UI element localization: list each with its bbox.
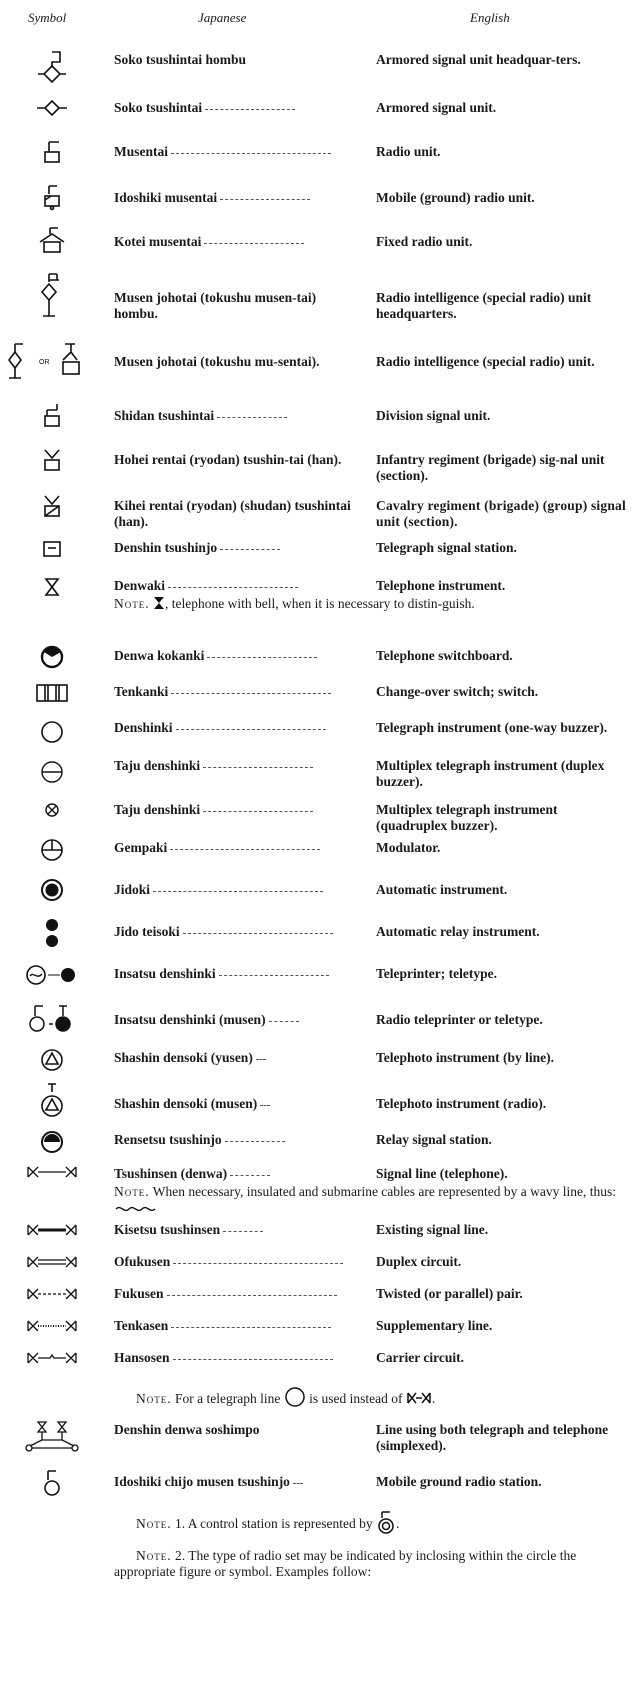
row-english: Automatic instrument. [376, 882, 508, 897]
row-japanese: Musen johotai (tokushu mu-sentai). [114, 354, 320, 369]
row-japanese [114, 1350, 354, 1366]
row-japanese [114, 1318, 354, 1334]
armored-signal-hq-icon [14, 48, 90, 90]
row-japanese-text: Kisetsu tsushinsen [114, 1222, 221, 1237]
mobile-radio-unit-icon [14, 182, 90, 212]
row-english: Infantry regiment (brigade) sig-nal unit (section). [376, 452, 605, 483]
row-japanese: Musen johotai (tokushu musen-tai) hombu. [114, 290, 317, 321]
row-english: Multiplex telegraph instrument (quadruplex buzzer). [376, 802, 558, 833]
row-japanese [114, 802, 354, 818]
telegraph-station-icon [14, 538, 90, 562]
row-japanese [114, 840, 354, 856]
row-japanese-text: Shashin densoki (yusen) [114, 1050, 253, 1065]
row-japanese [114, 144, 354, 160]
duplex-telegraph-icon [14, 758, 90, 786]
row-english: Modulator. [376, 840, 441, 855]
row-english: Teleprinter; teletype. [376, 966, 497, 981]
teleprinter-icon [14, 962, 90, 988]
row-japanese-text: Denshin tsushinjo [114, 540, 218, 555]
note-label: Note. [136, 1391, 172, 1406]
row-japanese-text: Insatsu denshinki (musen) [114, 1012, 266, 1027]
row-japanese: Soko tsushintai hombu [114, 52, 247, 67]
row-english: Duplex circuit. [376, 1254, 462, 1269]
row-japanese [114, 1474, 354, 1490]
switch-icon [14, 682, 90, 704]
header-symbol: Symbol [28, 10, 67, 25]
row-japanese [114, 1012, 354, 1028]
armored-signal-unit-icon [14, 98, 90, 118]
cavalry-signal-unit-icon [14, 492, 90, 522]
row-english: Telephoto instrument (by line). [376, 1050, 555, 1065]
row-japanese [114, 408, 354, 424]
telephone-icon [14, 576, 90, 598]
row-japanese [114, 720, 354, 736]
row-english: Existing signal line. [376, 1222, 489, 1237]
note-telephone-bell [114, 596, 624, 612]
row-japanese [114, 540, 354, 556]
circle-icon [284, 1386, 306, 1408]
twisted-pair-icon [14, 1286, 90, 1302]
row-japanese [114, 648, 354, 664]
row-japanese-text: Insatsu denshinki [114, 966, 216, 981]
note-text: When necessary, insulated and submarine cables are represented by a wavy line, thus: [152, 1184, 616, 1199]
row-english: Supplementary line. [376, 1318, 493, 1333]
row-english: Radio unit. [376, 144, 441, 159]
wavy-line-icon [114, 1204, 158, 1214]
row-japanese-text: Denshinki [114, 720, 173, 735]
row-english: Radio teleprinter or teletype. [376, 1012, 543, 1027]
row-english: Cavalry regiment (brigade) (group) signal unit (section). [376, 498, 626, 529]
telephone-bell-icon [153, 596, 165, 610]
supplementary-line-icon [14, 1318, 90, 1334]
row-japanese: Denshin denwa soshimpo [114, 1422, 260, 1437]
telephoto-radio-icon [14, 1082, 90, 1122]
radio-unit-icon [14, 138, 90, 166]
row-japanese [114, 1254, 354, 1270]
note-label: Note. [114, 1184, 150, 1199]
row-japanese [114, 1132, 354, 1148]
row-english: Signal line (telephone). [376, 1166, 508, 1181]
row-japanese: Kihei rentai (ryodan) (shudan) tsushintai (han). [114, 498, 351, 529]
row-japanese [114, 1050, 354, 1066]
row-english: Relay signal station. [376, 1132, 492, 1147]
note-telegraph-line: Note. For a telegraph line is used instead of . [136, 1386, 626, 1408]
control-station-icon [376, 1510, 396, 1536]
quadruplex-telegraph-icon [14, 798, 90, 822]
row-english: Mobile (ground) radio unit. [376, 190, 535, 205]
row-japanese-text: Jidoki [114, 882, 151, 897]
row-english: Armored signal unit. [376, 100, 497, 115]
row-japanese [114, 1286, 354, 1302]
row-japanese [114, 100, 354, 116]
row-japanese-text: Kotei musentai [114, 234, 202, 249]
radio-teleprinter-icon [14, 1002, 90, 1036]
row-japanese [114, 190, 354, 206]
note-text: 1. A control station is represented by [175, 1516, 373, 1531]
row-japanese-text: Soko tsushintai [114, 100, 203, 115]
note-label: Note. [136, 1516, 172, 1531]
note-text: 2. The type of radio set may be indicated by inclosing within the circle the appropriate figure or symbol. Examples follow: [114, 1548, 577, 1579]
note-control-station: Note. 1. A control station is represented by . [136, 1510, 626, 1536]
row-japanese-text: Shidan tsushintai [114, 408, 215, 423]
simplexed-line-icon [14, 1420, 90, 1456]
note-label: Note. [114, 596, 150, 611]
row-english: Telegraph signal station. [376, 540, 517, 555]
row-japanese-text: Taju denshinki [114, 758, 201, 773]
telephoto-line-icon [14, 1046, 90, 1074]
row-japanese [114, 924, 354, 940]
row-japanese-text: Ofukusen [114, 1254, 171, 1269]
row-japanese-text: Rensetsu tsushinjo [114, 1132, 222, 1147]
row-english: Telephone instrument. [376, 578, 506, 593]
row-japanese [114, 234, 354, 250]
carrier-circuit-icon [14, 1350, 90, 1366]
radio-intelligence-unit-icon [2, 340, 92, 384]
note-text-2: is used instead of [309, 1391, 403, 1406]
row-japanese [114, 1222, 354, 1238]
row-english: Radio intelligence (special radio) unit headquarters. [376, 290, 592, 321]
row-japanese-text: Hansosen [114, 1350, 170, 1365]
header-japanese: Japanese [198, 10, 247, 25]
note-wavy-line [114, 1184, 626, 1216]
row-english: Telephoto instrument (radio). [376, 1096, 547, 1111]
row-japanese [114, 684, 354, 700]
telegraph-instrument-icon [14, 718, 90, 746]
row-english: Automatic relay instrument. [376, 924, 540, 939]
row-english: Carrier circuit. [376, 1350, 464, 1365]
header-english: English [470, 10, 510, 25]
row-japanese [114, 882, 354, 898]
row-english: Telegraph instrument (one-way buzzer). [376, 720, 608, 735]
row-english: Division signal unit. [376, 408, 491, 423]
automatic-instrument-icon [14, 876, 90, 904]
signal-line-icon [14, 1164, 90, 1180]
row-japanese [114, 966, 354, 982]
svg-text:OR: OR [39, 359, 50, 366]
row-english: Radio intelligence (special radio) unit. [376, 354, 595, 369]
row-japanese: Hohei rentai (ryodan) tsushin-tai (han). [114, 452, 342, 467]
row-japanese-text: Denwaki [114, 578, 166, 593]
row-japanese-text: Denwa kokanki [114, 648, 205, 663]
switchboard-icon [14, 644, 90, 670]
fixed-radio-unit-icon [14, 226, 90, 256]
row-japanese [114, 578, 354, 594]
row-japanese-text: Idoshiki musentai [114, 190, 218, 205]
row-japanese-text: Tenkasen [114, 1318, 169, 1333]
row-japanese [114, 758, 354, 774]
infantry-signal-unit-icon [14, 446, 90, 476]
relay-station-icon [14, 1128, 90, 1156]
note-text: , telephone with bell, when it is necessary to distin-guish. [165, 596, 475, 611]
line-end-icon [406, 1391, 432, 1405]
row-english: Telephone switchboard. [376, 648, 513, 663]
radio-intelligence-hq-icon [14, 272, 90, 324]
note-radio-type [114, 1548, 626, 1580]
division-signal-unit-icon [14, 402, 90, 430]
row-japanese-text: Jido teisoki [114, 924, 180, 939]
duplex-circuit-icon [14, 1254, 90, 1270]
row-english: Multiplex telegraph instrument (duplex buzzer). [376, 758, 605, 789]
note-text: For a telegraph line [175, 1391, 281, 1406]
row-japanese-text: Tsushinsen (denwa) [114, 1166, 228, 1181]
row-japanese-text: Shashin densoki (musen) [114, 1096, 258, 1111]
row-japanese-text: Taju denshinki [114, 802, 201, 817]
existing-line-icon [14, 1222, 90, 1238]
row-japanese [114, 1166, 354, 1182]
row-english: Change-over switch; switch. [376, 684, 539, 699]
row-japanese [114, 1096, 354, 1112]
row-english: Mobile ground radio station. [376, 1474, 542, 1489]
row-english: Fixed radio unit. [376, 234, 473, 249]
row-japanese-text: Fukusen [114, 1286, 164, 1301]
row-english: Line using both telegraph and telephone (simplexed). [376, 1422, 609, 1453]
row-japanese-text: Musentai [114, 144, 168, 159]
row-japanese-text: Gempaki [114, 840, 168, 855]
row-english: Twisted (or parallel) pair. [376, 1286, 523, 1301]
row-english: Armored signal unit headquar-ters. [376, 52, 581, 67]
note-label: Note. [136, 1548, 172, 1563]
row-japanese-text: Tenkanki [114, 684, 169, 699]
modulator-icon [14, 836, 90, 864]
row-japanese-text: Idoshiki chijo musen tsushinjo [114, 1474, 290, 1489]
mobile-ground-radio-icon [14, 1468, 90, 1498]
automatic-relay-icon [14, 916, 90, 950]
